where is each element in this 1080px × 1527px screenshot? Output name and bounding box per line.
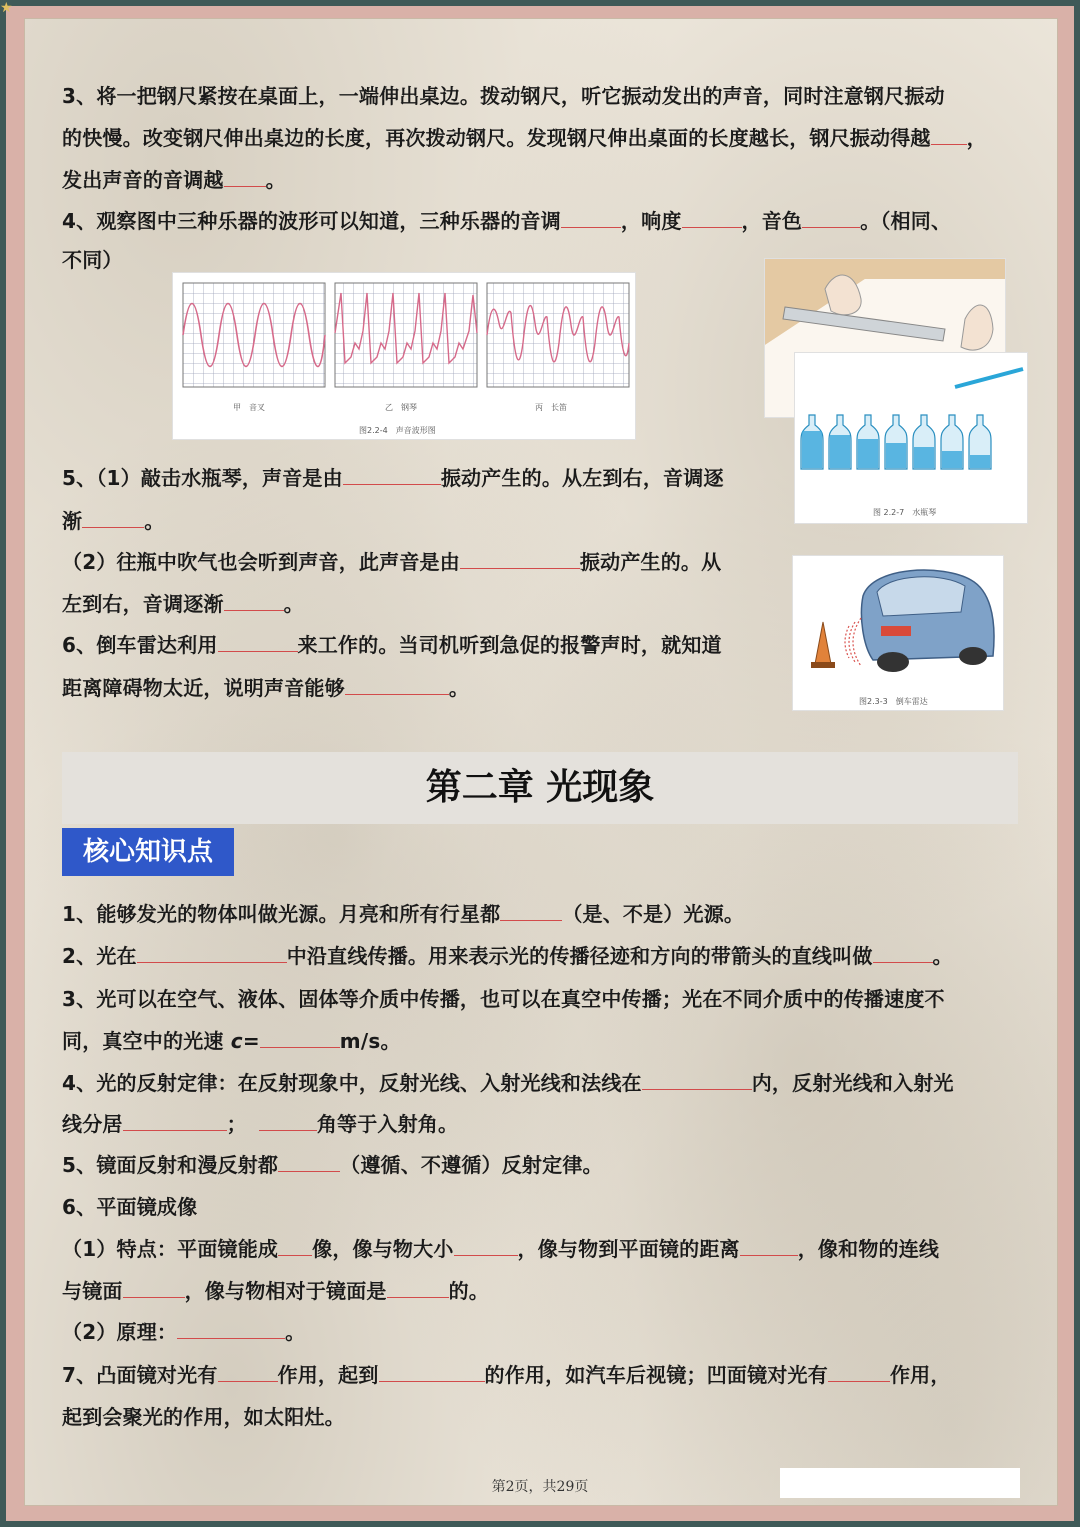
traffic-cone [815,622,831,664]
ch2-item4-line2: 线分居 ； 角等于入射角。 [62,1112,459,1136]
blank[interactable] [123,1279,185,1298]
car-caption: 图2.3-3 倒车雷达 [859,697,928,706]
blank[interactable] [343,466,441,485]
bottles-figure [794,352,1028,524]
blank[interactable] [345,676,449,695]
blank[interactable] [224,592,284,611]
q5-line1: 5、（1）敲击水瓶琴，声音是由 振动产生的。从左到右，音调逐 [62,466,724,490]
blank[interactable] [259,1112,317,1131]
q5-2-line2: 左到右，音调逐渐 。 [62,592,304,616]
q4-line2: 不同） [62,248,123,272]
q4-line1: 4、观察图中三种乐器的波形可以知道，三种乐器的音调 ，响度 ，音色 。（相同、 [62,209,952,233]
blank[interactable] [82,509,144,528]
ch2-item6: 6、平面镜成像 [62,1195,198,1219]
blank[interactable] [278,1237,312,1256]
waveform-figure [172,272,636,440]
ch2-item4-line1: 4、光的反射定律：在反射现象中，反射光线、入射光线和法线在 内，反射光线和入射光 [62,1071,954,1095]
chapter-title: 第二章 光现象 [62,752,1018,824]
wheel-1 [877,652,909,672]
page-number: 第2页，共29页 [491,1479,589,1495]
car-window [877,577,965,616]
ch2-item5: 5、镜面反射和漫反射都 （遵循、不遵循）反射定律。 [62,1153,603,1177]
core-knowledge-tag: 核心知识点 [62,828,234,876]
blank[interactable] [642,1071,752,1090]
q5-2-line1: （2）往瓶中吹气也会听到声音，此声音是由 振动产生的。从 [62,550,722,574]
q3-line1: 3、将一把钢尺紧按在桌面上，一端伸出桌边。拨动钢尺，听它振动发出的声音，同时注意钢尺振动 [62,84,945,108]
q6-line1: 6、倒车雷达利用 来工作的。当司机听到急促的报警声时，就知道 [62,633,722,657]
ch2-item6-2: （2）原理： 。 [62,1320,306,1344]
stick [955,369,1023,387]
bottles-caption: 图 2.2-7 水瓶琴 [873,508,937,517]
q5-line2: 渐 。 [62,509,165,533]
blank[interactable] [873,944,933,963]
blank[interactable] [224,168,266,187]
blank[interactable] [740,1237,798,1256]
ch2-item3-line1: 3、光可以在空气、液体、固体等介质中传播，也可以在真空中传播；光在不同介质中的传播速度不 [62,987,945,1011]
ch2-item7-line2: 起到会聚光的作用，如太阳灶。 [62,1405,345,1429]
ch2-item2: 2、光在 中沿直线传播。用来表示光的传播径迹和方向的带箭头的直线叫做 。 [62,944,953,968]
ch2-item1: 1、能够发光的物体叫做光源。月亮和所有行星都 （是、不是）光源。 [62,902,745,926]
waveform-label-1: 甲 音叉 [233,403,265,412]
blank[interactable] [260,1029,340,1048]
blank[interactable] [454,1237,518,1256]
blank[interactable] [561,209,621,228]
waveform-label-3: 丙 长笛 [535,403,567,412]
blank[interactable] [387,1279,449,1298]
corner-star-icon: ★ [0,0,13,16]
blank[interactable] [802,209,860,228]
q3-line2: 的快慢。改变钢尺伸出桌边的长度，再次拨动钢尺。发现钢尺伸出桌面的长度越长，钢尺振动得越 ， [62,126,987,150]
blank[interactable] [828,1363,890,1382]
blank[interactable] [137,944,287,963]
waveform-caption: 图2.2-4 声音波形图 [359,426,436,435]
blank[interactable] [278,1153,340,1172]
wheel-2 [959,647,987,665]
blank[interactable] [682,209,742,228]
ch2-item6-1-line2: 与镜面 ，像与物相对于镜面是 的。 [62,1279,490,1303]
waveform-chart [173,273,635,439]
ch2-item6-1-line1: （1）特点：平面镜能成 像，像与物大小 ，像与物到平面镜的距离 ，像和物的连线 [62,1237,940,1261]
q6-line2: 距离障碍物太近，说明声音能够 。 [62,676,470,700]
ch2-item7-line1: 7、凸面镜对光有 作用，起到 的作用，如汽车后视镜；凹面镜对光有 作用， [62,1363,951,1387]
tail-light [881,626,911,636]
blank[interactable] [500,902,562,921]
car-radar-figure [792,555,1004,711]
blank[interactable] [218,633,298,652]
blank[interactable] [460,550,580,569]
ch2-item3-line2: 同，真空中的光速 c= m/s。 [62,1029,401,1053]
blank[interactable] [379,1363,485,1382]
blank[interactable] [931,126,967,145]
blank[interactable] [123,1112,227,1131]
waveform-label-2: 乙 钢琴 [385,403,417,412]
blank[interactable] [177,1320,285,1339]
q3-line3: 发出声音的音调越 。 [62,168,286,192]
blank[interactable] [218,1363,278,1382]
